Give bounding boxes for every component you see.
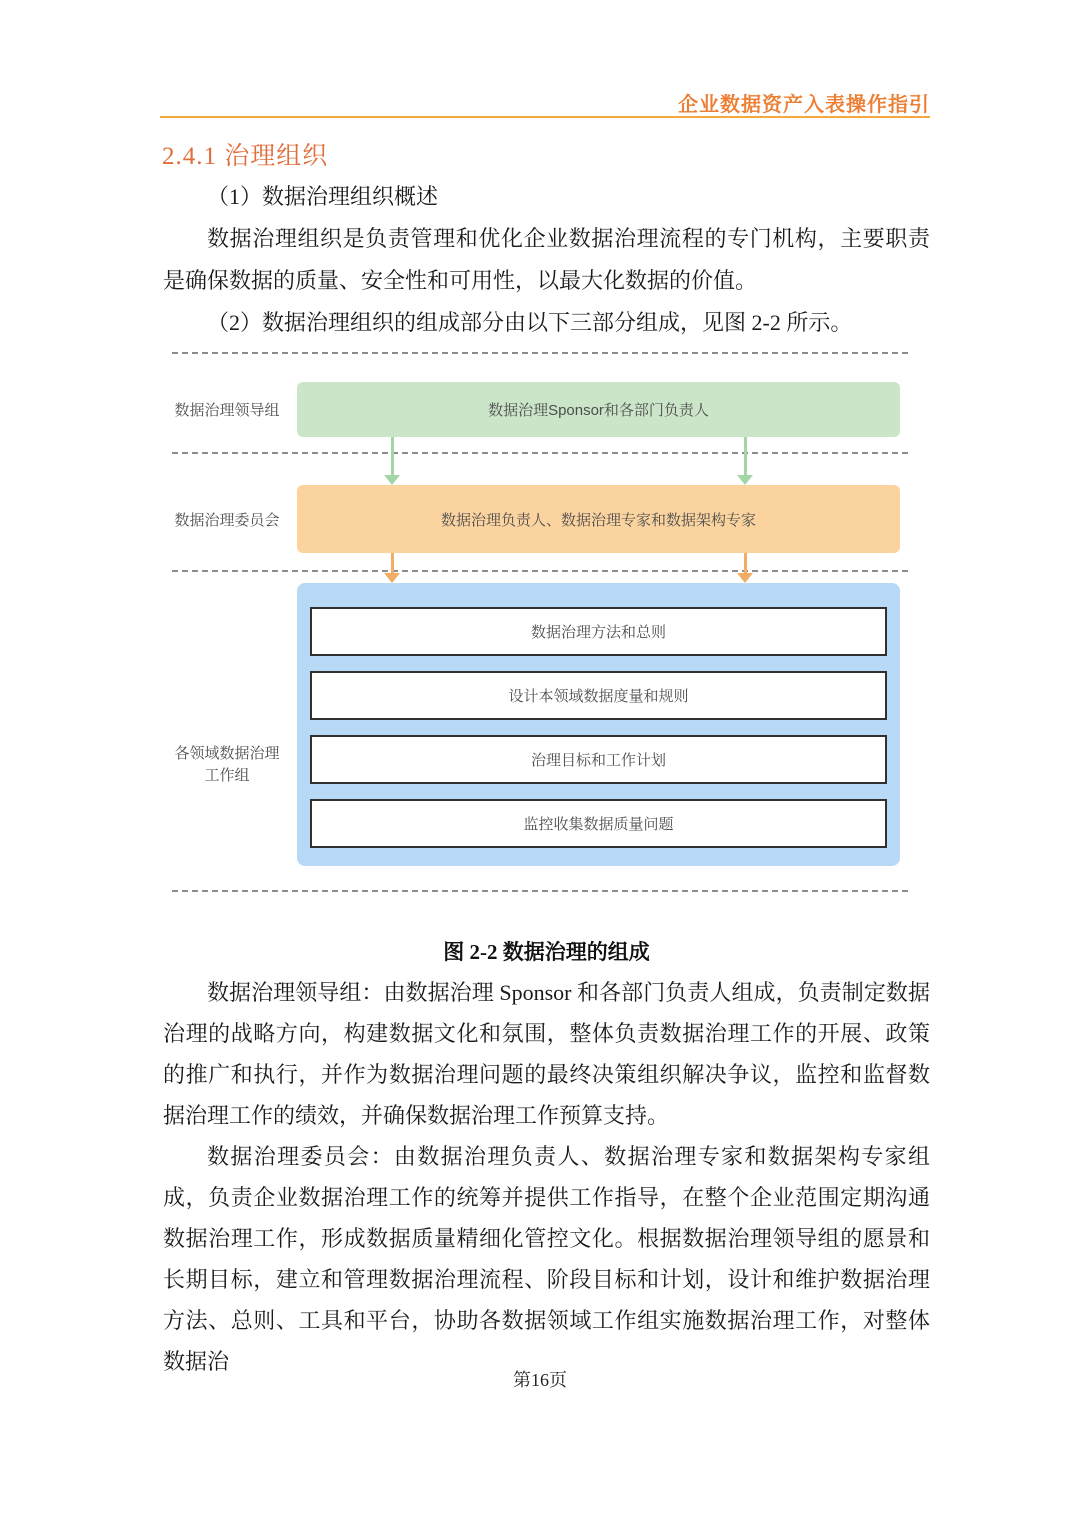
down-arrow-icon [384,437,400,485]
intro-item-2: （2）数据治理组织的组成部分由以下三部分组成，见图 2-2 所示。 [207,310,853,335]
leader-group-box [297,382,900,437]
dashed-divider-bottom [172,890,908,892]
dashed-divider-third [172,570,908,572]
arrow-head [737,573,753,583]
paragraph-committee: 数据治理委员会：由数据治理负责人、数据治理专家和数据架构专家组成，负责企业数据治理工作的统筹并提供工作指导，在整个企业范围定期沟通数据治理工作，形成数据质量精细化管控文化。根据数据治理领导组的愿景和长期目标，建立和管理数据治理流程、阶段目标和计划，设计和维护数据治理方法、总则、工具和平台，协助各数据领域工作组实施数据治理工作，对整体数据治 [163,1144,930,1374]
workgroup-task-item: 监控收集数据质量问题 [310,799,887,848]
workgroup-task-item: 数据治理方法和总则 [310,607,887,656]
arrow-head [737,475,753,485]
arrow-shaft [744,437,747,475]
figure-2-2-diagram [163,345,930,900]
document-header-title: 企业数据资产入表操作指引 [678,94,930,116]
dashed-divider-top [172,352,908,354]
workgroup-task-item: 治理目标和工作计划 [310,735,887,784]
paragraph-leader-group: 数据治理领导组：由数据治理 Sponsor 和各部门负责人组成，负责制定数据治理的战略方向，构建数据文化和氛围，整体负责数据治理工作的开展、政策的推广和执行，并作为数据治理问题的最终决策组织解决争议，监控和监督数据治理工作的绩效，并确保数据治理工作预算支持。 [163,980,930,1128]
arrow-shaft [391,553,394,573]
workgroup-task-item: 设计本领域数据度量和规则 [310,671,887,720]
header-rule-divider [160,116,930,118]
tier-label-workgroup-line1: 各领域数据治理 [174,745,280,762]
figure-caption: 图 2-2 数据治理的组成 [443,940,650,964]
section-heading: 2.4.1 治理组织 [162,143,329,170]
committee-box-text: 数据治理负责人、数据治理专家和数据架构专家 [440,511,756,529]
workgroup-container-box [297,583,900,866]
arrow-shaft [744,553,747,573]
dashed-divider-second [172,452,908,454]
tier-label-leader-group: 数据治理领导组 [174,402,280,419]
intro-item-1: （1）数据治理组织概述 [207,184,439,209]
down-arrow-icon [737,437,753,485]
body-text-block [163,972,930,1382]
tier-label-committee: 数据治理委员会 [174,511,280,529]
tier-label-workgroup-line2: 工作组 [204,767,250,784]
down-arrow-icon [384,553,400,583]
page-number: 第16页 [513,1370,567,1390]
arrow-head [384,475,400,485]
arrow-shaft [391,437,394,475]
committee-box [297,485,900,553]
intro-paragraph: 数据治理组织是负责管理和优化企业数据治理流程的专门机构，主要职责是确保数据的质量、安全性和可用性，以最大化数据的价值。 [163,226,930,293]
arrow-head [384,573,400,583]
intro-block [163,176,930,344]
leader-group-box-text: 数据治理Sponsor和各部门负责人 [488,402,709,419]
down-arrow-icon [737,553,753,583]
tier-label-workgroup [163,729,291,801]
